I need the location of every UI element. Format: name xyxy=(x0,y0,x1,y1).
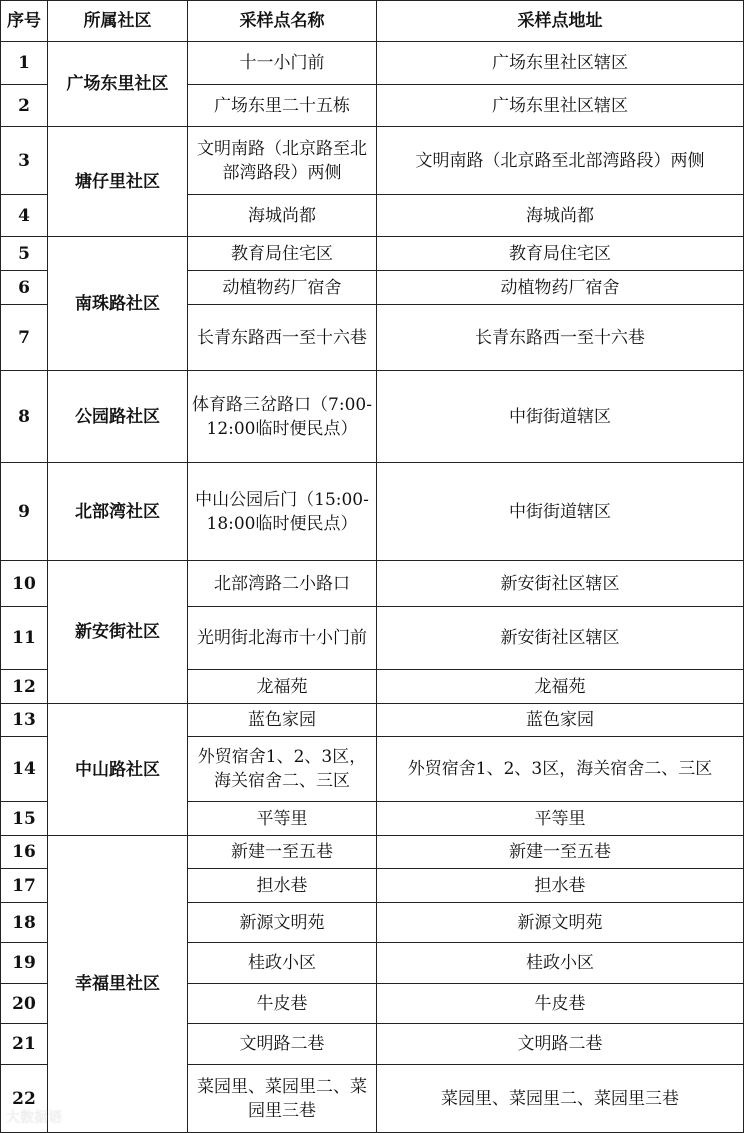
row-no: 13 xyxy=(1,704,48,737)
community-cell: 幸福里社区 xyxy=(48,836,188,1133)
community-cell: 新安街社区 xyxy=(48,561,188,704)
row-no: 1 xyxy=(1,42,48,85)
site-name-cell: 外贸宿舍1、2、3区，海关宿舍二、三区 xyxy=(188,737,377,802)
row-no: 2 xyxy=(1,85,48,127)
table-row xyxy=(1,836,744,869)
site-address-cell: 长青东路西一至十六巷 xyxy=(377,305,744,371)
site-address-cell: 菜园里、菜园里二、菜园里三巷 xyxy=(377,1065,744,1133)
site-name-cell: 蓝色家园 xyxy=(188,704,377,737)
row-no: 7 xyxy=(1,305,48,371)
site-address-cell: 新建一至五巷 xyxy=(377,836,744,869)
header-site-name: 采样点名称 xyxy=(188,1,377,42)
row-no: 14 xyxy=(1,737,48,802)
site-address-cell: 新安街社区辖区 xyxy=(377,561,744,607)
community-cell: 塘仔里社区 xyxy=(48,127,188,237)
site-name-cell: 动植物药厂宿舍 xyxy=(188,271,377,305)
site-address-cell: 平等里 xyxy=(377,802,744,836)
community-cell: 广场东里社区 xyxy=(48,42,188,127)
site-name-cell: 光明街北海市十小门前 xyxy=(188,607,377,670)
row-no: 3 xyxy=(1,127,48,195)
header-row xyxy=(1,1,744,42)
row-no: 18 xyxy=(1,903,48,943)
site-name-cell: 牛皮巷 xyxy=(188,984,377,1024)
site-name-cell: 新建一至五巷 xyxy=(188,836,377,869)
site-name-cell: 平等里 xyxy=(188,802,377,836)
site-name-cell: 新源文明苑 xyxy=(188,903,377,943)
header-community: 所属社区 xyxy=(48,1,188,42)
row-no: 17 xyxy=(1,869,48,903)
site-name-cell: 广场东里二十五栋 xyxy=(188,85,377,127)
site-address-cell: 桂政小区 xyxy=(377,943,744,984)
site-name-cell: 菜园里、菜园里二、菜园里三巷 xyxy=(188,1065,377,1133)
row-no: 15 xyxy=(1,802,48,836)
row-no: 10 xyxy=(1,561,48,607)
site-name-cell: 体育路三岔路口（7:00-12:00临时便民点） xyxy=(188,371,377,463)
table-row xyxy=(1,561,744,607)
row-no: 4 xyxy=(1,195,48,237)
site-address-cell: 广场东里社区辖区 xyxy=(377,85,744,127)
site-address-cell: 中街街道辖区 xyxy=(377,371,744,463)
site-name-cell: 桂政小区 xyxy=(188,943,377,984)
header-site-address: 采样点地址 xyxy=(377,1,744,42)
community-cell: 南珠路社区 xyxy=(48,237,188,371)
site-name-cell: 文明南路（北京路至北部湾路段）两侧 xyxy=(188,127,377,195)
site-name-cell: 文明路二巷 xyxy=(188,1024,377,1065)
row-no: 19 xyxy=(1,943,48,984)
site-address-cell: 海城尚都 xyxy=(377,195,744,237)
row-no: 5 xyxy=(1,237,48,271)
watermark-logo: 大数据语 xyxy=(6,1110,62,1126)
table-row xyxy=(1,237,744,271)
community-cell: 中山路社区 xyxy=(48,704,188,836)
site-address-cell: 蓝色家园 xyxy=(377,704,744,737)
site-address-cell: 教育局住宅区 xyxy=(377,237,744,271)
site-address-cell: 中街街道辖区 xyxy=(377,463,744,561)
site-name-cell: 担水巷 xyxy=(188,869,377,903)
site-name-cell: 北部湾路二小路口 xyxy=(188,561,377,607)
header-no: 序号 xyxy=(1,1,48,42)
row-no: 9 xyxy=(1,463,48,561)
site-address-cell: 外贸宿舍1、2、3区，海关宿舍二、三区 xyxy=(377,737,744,802)
site-address-cell: 新源文明苑 xyxy=(377,903,744,943)
table-row xyxy=(1,704,744,737)
site-address-cell: 担水巷 xyxy=(377,869,744,903)
site-name-cell: 海城尚都 xyxy=(188,195,377,237)
site-name-cell: 教育局住宅区 xyxy=(188,237,377,271)
site-address-cell: 牛皮巷 xyxy=(377,984,744,1024)
site-address-cell: 广场东里社区辖区 xyxy=(377,42,744,85)
table-row xyxy=(1,463,744,561)
row-no: 22 xyxy=(1,1065,48,1133)
site-address-cell: 新安街社区辖区 xyxy=(377,607,744,670)
row-no: 21 xyxy=(1,1024,48,1065)
row-no: 16 xyxy=(1,836,48,869)
table-row xyxy=(1,42,744,85)
site-name-cell: 龙福苑 xyxy=(188,670,377,704)
site-name-cell: 十一小门前 xyxy=(188,42,377,85)
community-cell: 北部湾社区 xyxy=(48,463,188,561)
site-address-cell: 文明路二巷 xyxy=(377,1024,744,1065)
table-row xyxy=(1,371,744,463)
row-no: 12 xyxy=(1,670,48,704)
row-no: 20 xyxy=(1,984,48,1024)
row-no: 6 xyxy=(1,271,48,305)
row-no: 8 xyxy=(1,371,48,463)
site-address-cell: 龙福苑 xyxy=(377,670,744,704)
row-no: 11 xyxy=(1,607,48,670)
table-row xyxy=(1,127,744,195)
site-name-cell: 长青东路西一至十六巷 xyxy=(188,305,377,371)
site-address-cell: 文明南路（北京路至北部湾路段）两侧 xyxy=(377,127,744,195)
site-address-cell: 动植物药厂宿舍 xyxy=(377,271,744,305)
community-cell: 公园路社区 xyxy=(48,371,188,463)
site-name-cell: 中山公园后门（15:00-18:00临时便民点） xyxy=(188,463,377,561)
